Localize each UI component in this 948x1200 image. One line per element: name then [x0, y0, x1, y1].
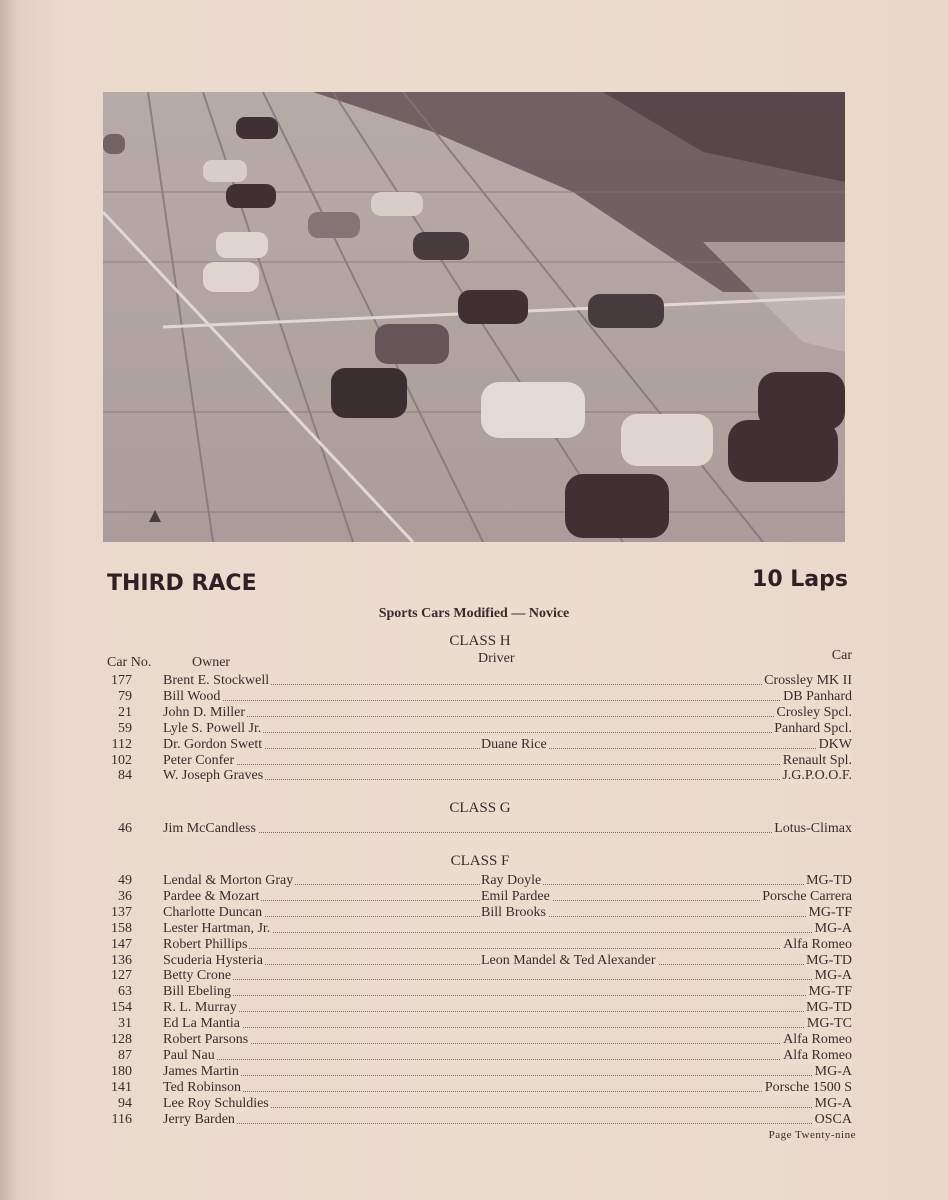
- car-model: MG-TC: [806, 1016, 852, 1032]
- car-number: 84: [118, 768, 132, 784]
- car-number: 158: [111, 920, 132, 936]
- owner-name: Ted Robinson: [163, 1079, 241, 1095]
- owner-name: Peter Confer: [163, 752, 235, 768]
- entry-row: [107, 984, 852, 1000]
- leader-dots: [163, 732, 852, 733]
- car-number: 116: [111, 1111, 132, 1127]
- entry-row: [107, 1080, 852, 1096]
- owner-name: John D. Miller: [163, 704, 246, 720]
- owner-name: Bill Ebeling: [163, 984, 232, 1000]
- entry-row: [107, 1048, 852, 1064]
- car-model: MG-TD: [806, 952, 852, 968]
- entry-row: [107, 873, 852, 889]
- entry-row: [107, 821, 852, 837]
- car-model: Porsche Carrera: [762, 888, 852, 904]
- car-model: Panhard Spcl.: [774, 720, 852, 736]
- car-model: Alfa Romeo: [783, 1032, 852, 1047]
- entry-row: [107, 768, 852, 784]
- car-model: Alfa Romeo: [783, 936, 852, 952]
- entry-row: [107, 673, 852, 689]
- leader-dots: [163, 764, 852, 765]
- entry-row: [107, 921, 852, 937]
- car-number: 102: [111, 752, 132, 768]
- leader-dots: [163, 779, 852, 780]
- entry-row: [107, 1064, 852, 1080]
- car-model: Crosley Spcl.: [776, 704, 852, 720]
- car-number: 112: [111, 736, 132, 752]
- car-number: 21: [118, 704, 132, 720]
- car-model: MG-A: [814, 968, 852, 984]
- car-number: 31: [118, 1016, 132, 1032]
- entry-row: [107, 1032, 852, 1048]
- car-model: MG-TF: [808, 984, 852, 1000]
- driver-name: Duane Rice: [481, 736, 547, 752]
- car-number: 136: [111, 952, 132, 968]
- entry-row: [107, 1096, 852, 1112]
- car-number: 147: [111, 936, 132, 952]
- column-car-no: Car No.: [107, 655, 152, 670]
- column-car: Car: [831, 648, 852, 663]
- race-start-photo: [103, 92, 845, 542]
- entry-row: [107, 953, 852, 969]
- entry-row: [107, 737, 852, 753]
- race-laps: 10 Laps: [752, 567, 848, 592]
- driver-name: Emil Pardee: [481, 888, 550, 904]
- car-model: MG-A: [814, 1095, 852, 1111]
- car-model: Porsche 1500 S: [764, 1079, 852, 1095]
- entry-row: [107, 937, 852, 953]
- car-model: DB Panhard: [783, 688, 852, 704]
- owner-name: Brent E. Stockwell: [163, 673, 270, 688]
- car-model: MG-TD: [806, 873, 852, 888]
- driver-name: Ray Doyle: [481, 873, 542, 888]
- entry-row: [107, 889, 852, 905]
- car-model: Lotus-Climax: [774, 821, 852, 836]
- owner-name: Robert Parsons: [163, 1032, 249, 1047]
- owner-name: Robert Phillips: [163, 936, 248, 952]
- driver-name: Bill Brooks: [481, 904, 546, 920]
- car-number: 137: [111, 904, 132, 920]
- car-number: 59: [118, 720, 132, 736]
- owner-name: Lester Hartman, Jr.: [163, 920, 271, 936]
- class-heading: CLASS H: [449, 633, 511, 649]
- leader-dots: [163, 1043, 852, 1044]
- leader-dots: [163, 716, 852, 717]
- car-model: Alfa Romeo: [783, 1047, 852, 1063]
- car-number: 94: [118, 1095, 132, 1111]
- owner-name: Betty Crone: [163, 968, 232, 984]
- owner-name: Pardee & Mozart: [163, 888, 260, 904]
- owner-name: Jim McCandless: [163, 821, 256, 836]
- car-number: 180: [111, 1063, 132, 1079]
- car-model: MG-A: [814, 920, 852, 936]
- car-number: 128: [111, 1032, 132, 1047]
- leader-dots: [163, 1123, 852, 1124]
- owner-name: James Martin: [163, 1063, 239, 1079]
- leader-dots: [163, 700, 852, 701]
- race-photo-illustration: [103, 92, 845, 542]
- car-number: 177: [111, 673, 132, 688]
- leader-dots: [163, 1027, 852, 1028]
- leader-dots: [163, 1059, 852, 1060]
- owner-name: Paul Nau: [163, 1047, 215, 1063]
- car-number: 87: [118, 1047, 132, 1063]
- owner-name: Jerry Barden: [163, 1111, 235, 1127]
- driver-name: Leon Mandel & Ted Alexander: [481, 952, 656, 968]
- owner-name: Ed La Mantia: [163, 1016, 240, 1032]
- entry-row: [107, 1000, 852, 1016]
- leader-dots: [163, 1091, 852, 1092]
- leader-dots: [163, 832, 852, 833]
- owner-name: Charlotte Duncan: [163, 904, 263, 920]
- car-number: 36: [118, 888, 132, 904]
- owner-name: Scuderia Hysteria: [163, 952, 263, 968]
- car-number: 154: [111, 1000, 132, 1016]
- column-driver: Driver: [478, 651, 515, 666]
- leader-dots: [163, 948, 852, 949]
- car-model: OSCA: [814, 1111, 852, 1127]
- class-heading: CLASS F: [450, 853, 510, 869]
- car-number: 46: [118, 821, 132, 836]
- owner-name: W. Joseph Graves: [163, 768, 264, 784]
- owner-name: Lyle S. Powell Jr.: [163, 720, 262, 736]
- leader-dots: [163, 979, 852, 980]
- race-title: THIRD RACE: [107, 571, 257, 596]
- entry-row: [107, 905, 852, 921]
- column-owner: Owner: [192, 655, 231, 670]
- class-heading: CLASS G: [449, 800, 511, 816]
- entry-row: [107, 753, 852, 769]
- leader-dots: [163, 995, 852, 996]
- car-model: J.G.P.O.O.F.: [782, 768, 852, 784]
- car-number: 79: [118, 688, 132, 704]
- owner-name: Bill Wood: [163, 688, 221, 704]
- owner-name: Lee Roy Schuldies: [163, 1095, 269, 1111]
- car-model: MG-TF: [808, 904, 852, 920]
- entry-row: [107, 689, 852, 705]
- car-number: 141: [111, 1079, 132, 1095]
- car-model: Crossley MK II: [764, 673, 852, 688]
- page-number: Page Twenty-nine: [768, 1129, 856, 1141]
- car-model: MG-A: [814, 1063, 852, 1079]
- car-model: Renault Spl.: [782, 752, 852, 768]
- owner-name: Lendal & Morton Gray: [163, 873, 294, 888]
- entry-row: [107, 721, 852, 737]
- leader-dots: [163, 1011, 852, 1012]
- car-model: MG-TD: [806, 1000, 852, 1016]
- car-number: 127: [111, 968, 132, 984]
- entry-row: [107, 705, 852, 721]
- car-number: 63: [118, 984, 132, 1000]
- entry-row: [107, 968, 852, 984]
- entry-row: [107, 1016, 852, 1032]
- race-subtitle: Sports Cars Modified — Novice: [378, 606, 570, 621]
- entry-row: [107, 1112, 852, 1128]
- owner-name: Dr. Gordon Swett: [163, 736, 263, 752]
- leader-dots: [163, 1075, 852, 1076]
- car-model: DKW: [818, 736, 852, 752]
- owner-name: R. L. Murray: [163, 1000, 237, 1016]
- car-number: 49: [118, 873, 132, 888]
